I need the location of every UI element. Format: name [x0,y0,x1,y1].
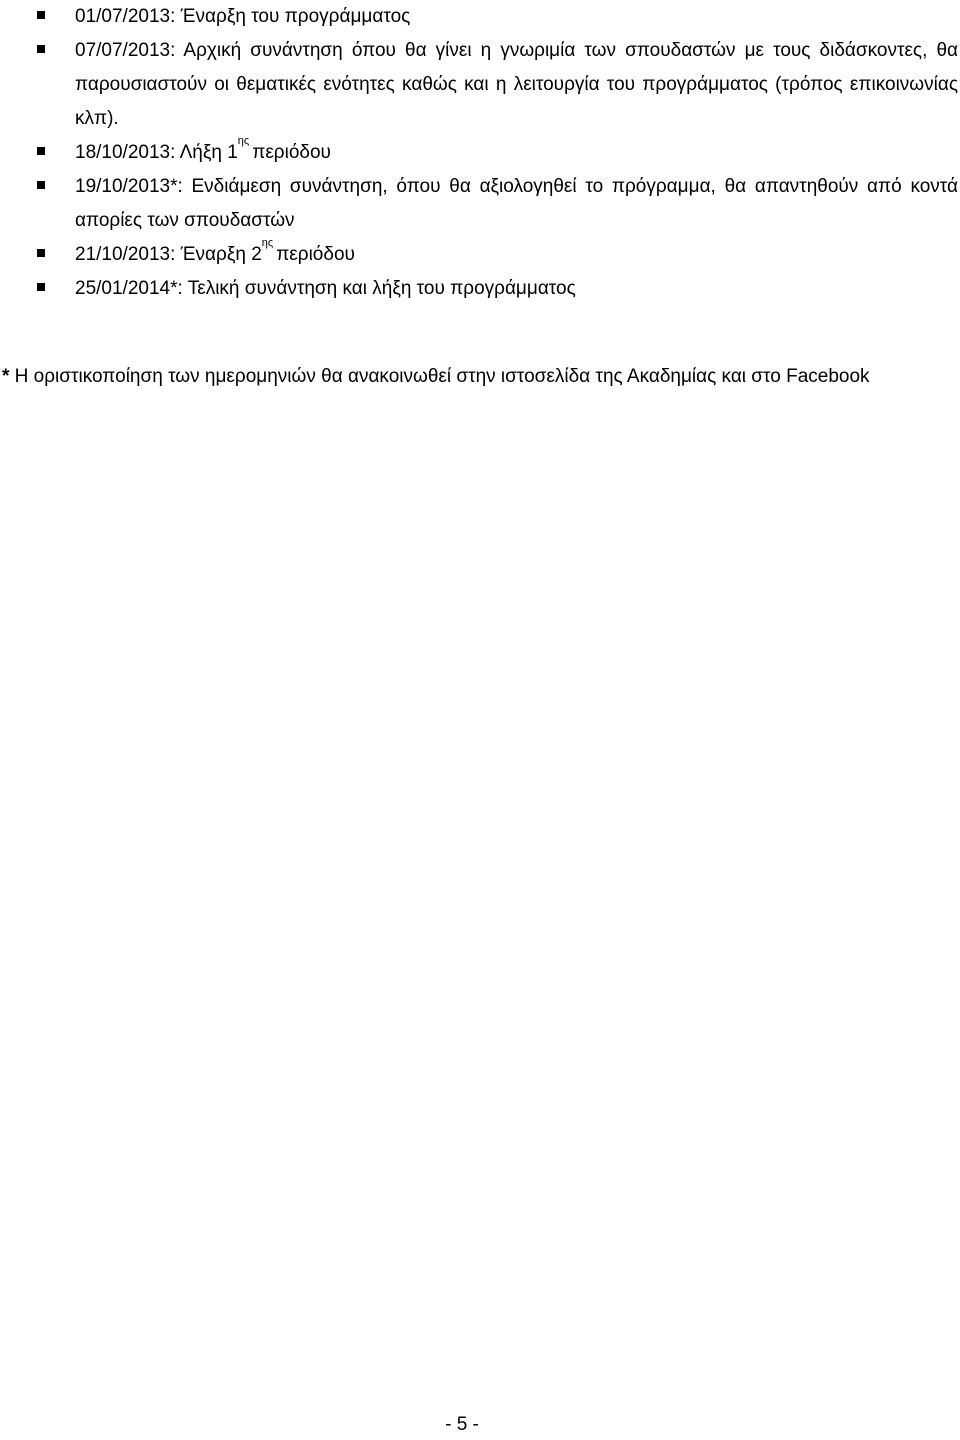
item-date: 25/01/2014*: [75,278,183,299]
list-item [0,34,958,136]
ordinal-suffix: ης [261,237,274,249]
item-date: 01/07/2013: [75,6,176,27]
footnote-text: Η οριστικοποίηση των ημερομηνιών θα ανακοινωθεί στην ιστοσελίδα της Ακαδημίας και στο Facebook [9,366,870,387]
item-text: Έναρξη του προγράμματος [175,6,411,27]
footnote-marker: * [2,366,10,387]
item-date: 21/10/2013: [75,244,176,265]
list-item [0,272,958,306]
square-bullet-icon [37,45,45,53]
list-item [0,170,958,238]
list-item [0,238,958,272]
item-text: Λήξη 1 [175,142,238,163]
page-number: - 5 - [445,1414,479,1435]
square-bullet-icon [37,147,45,155]
list-item [0,0,958,34]
item-text: περιόδου [252,142,331,163]
schedule-list [0,0,958,306]
square-bullet-icon [37,181,45,189]
item-text: Τελική συνάντηση και λήξη του προγράμματος [182,278,576,299]
item-date: 18/10/2013: [75,142,176,163]
item-date: 19/10/2013*: [75,176,183,197]
square-bullet-icon [37,11,45,19]
ordinal-suffix: ης [237,135,250,147]
item-text: Έναρξη 2 [175,244,262,265]
item-date: 07/07/2013: [75,40,176,61]
square-bullet-icon [37,249,45,257]
list-item [0,136,958,170]
footnote [2,360,870,394]
square-bullet-icon [37,283,45,291]
item-text: Αρχική συνάντηση όπου θα γίνει η γνωριμία των σπουδαστών με τους διδάσκοντες, θα παρουσιαστούν οι θεματικές ενότητες καθώς και η λειτουργία του προγράμματος (τρόπος επικοινωνίας κλπ). [75,40,958,129]
item-text: Ενδιάμεση συνάντηση, όπου θα αξιολογηθεί το πρόγραμμα, θα απαντηθούν από κοντά απορίες των σπουδαστών [75,176,958,231]
item-text: περιόδου [276,244,355,265]
